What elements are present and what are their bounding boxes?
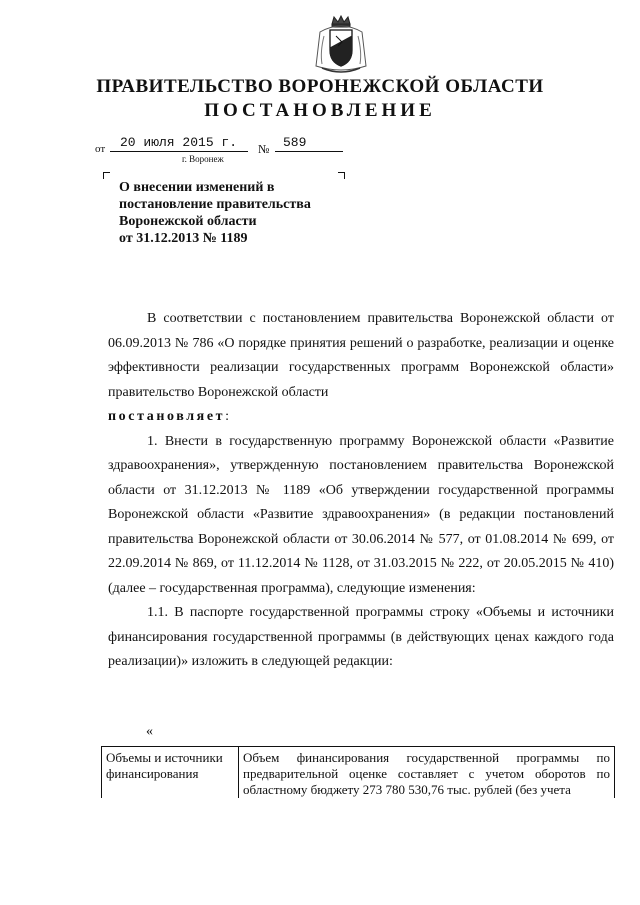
paragraph-item-1: 1. Внести в государственную программу Воронежской области «Развитие здравоохранения», утвержденную постановлением правительства Воронежской области от 31.12.2013 № 1189 «Об утверждении государственной программы Воронежской области «Развитие здравоохранения» (в редакции постановлений правительства Воронежской области от 30.06.2014 № 577, от 01.08.2014 № 699, от 22.09.2014 № 869, от 11.12.2014 № 1128, от 31.03.2015 № 222, от 20.05.2015 № 410) (далее – государственная программа), следующие изменения:	[108, 433, 614, 596]
left-corner-bracket	[103, 172, 110, 179]
government-title: ПРАВИТЕЛЬСТВО ВОРОНЕЖСКОЙ ОБЛАСТИ	[96, 76, 544, 97]
subject-line: Воронежской области	[119, 214, 257, 229]
paragraph-item-1-1: 1.1. В паспорте государственной программы строку «Объемы и источники финансирования государственной программы (в действующих ценах каждого года реализации)» изложить в следующей редакции:	[108, 605, 614, 669]
date-prefix-label: от	[95, 143, 106, 155]
number-value: 589	[283, 135, 307, 150]
document-subject	[119, 179, 359, 247]
opening-quote: «	[146, 724, 153, 739]
subject-line: от 31.12.2013 № 1189	[119, 231, 248, 246]
table-cell-label: Объемы и источники финансирования	[102, 747, 239, 799]
date-value: 20 июля 2015 г.	[120, 135, 238, 150]
right-corner-bracket	[338, 172, 345, 179]
passport-table	[101, 746, 615, 798]
table-row	[102, 747, 615, 799]
number-field	[275, 137, 343, 152]
document-body	[108, 307, 614, 675]
subject-line: О внесении изменений в	[119, 180, 275, 195]
decrees-word: постановляет	[108, 409, 226, 424]
subject-line: постановление правительства	[119, 197, 311, 212]
decrees-line	[108, 405, 614, 430]
preamble-paragraph: В соответствии с постановлением правительства Воронежской области от 06.09.2013 № 786 «О порядке принятия решений о разработке, реализации и оценке эффективности реализации государственных программ Воронежской области» правительство Воронежской области	[108, 311, 614, 400]
document-type: ПОСТАНОВЛЕНИЕ	[204, 100, 436, 121]
decrees-colon: :	[225, 409, 230, 424]
table-cell-value: Объем финансирования государственной программы по предварительной оценке составляет с учетом оборотов по областному бюджету 273 780 530,76 тыс. рублей (без учета	[239, 747, 615, 799]
number-label: №	[258, 142, 270, 156]
coat-of-arms-icon	[312, 14, 370, 76]
date-field	[110, 137, 248, 152]
city-label: г. Воронеж	[182, 154, 224, 164]
